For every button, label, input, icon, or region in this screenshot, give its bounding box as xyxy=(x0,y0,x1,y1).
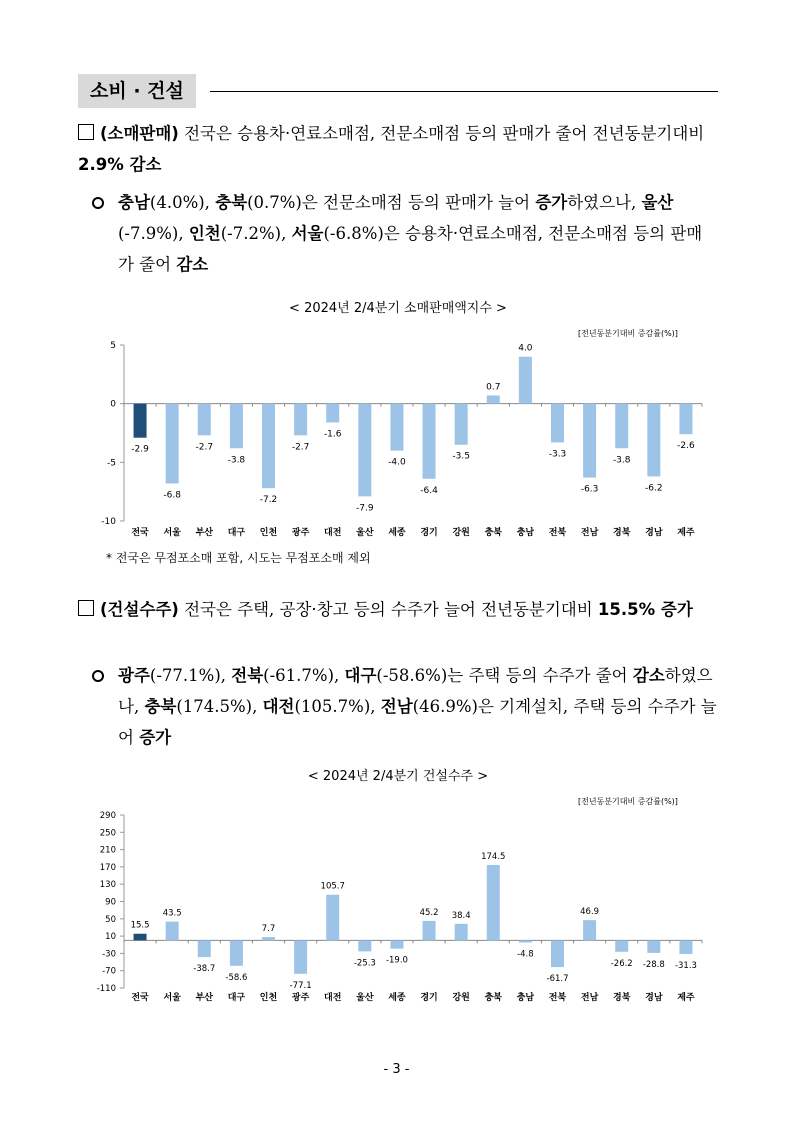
y-tick-label: 10 xyxy=(105,932,116,943)
category-label: 강원 xyxy=(452,528,470,538)
construction-detail-text: 하였으나, xyxy=(118,666,713,716)
data-label: 46.9 xyxy=(580,907,600,918)
data-label: -2.9 xyxy=(131,444,149,455)
data-label: -26.2 xyxy=(610,958,633,969)
data-label: -3.8 xyxy=(227,455,246,466)
category-label: 전남 xyxy=(580,528,599,538)
retail-detail-text: (-6.8%)은 승용차·연료소매점, 전문소매점 등의 판매가 줄어 xyxy=(118,224,703,274)
data-label: 7.7 xyxy=(261,924,276,935)
data-label: -2.6 xyxy=(677,441,695,452)
data-label: 15.5 xyxy=(130,920,150,931)
bar xyxy=(551,940,564,967)
y-tick-label: 50 xyxy=(105,914,116,925)
retail-detail-emphasis: 서울 xyxy=(291,224,324,243)
bar xyxy=(166,922,179,941)
category-label: 대전 xyxy=(324,528,342,538)
y-tick-label: 0 xyxy=(110,399,116,410)
construction-head-text: 전국은 주택, 공장·창고 등의 수주가 늘어 전년동분기대비 xyxy=(178,600,598,619)
category-label: 경남 xyxy=(645,528,663,538)
construction-chart-unit: [전년동분기대비 증감률(%)] xyxy=(578,797,678,806)
construction-detail-text: (-77.1%), xyxy=(149,666,232,685)
data-label: -31.3 xyxy=(674,960,697,971)
data-label: -38.7 xyxy=(193,964,216,975)
data-label: -3.5 xyxy=(452,451,470,462)
data-label: -58.6 xyxy=(225,972,248,983)
data-label: -77.1 xyxy=(289,980,312,991)
bar xyxy=(230,940,243,965)
data-label: -7.9 xyxy=(356,503,374,514)
y-tick-label: 5 xyxy=(110,341,116,351)
category-label: 세종 xyxy=(388,993,406,1003)
data-label: -6.4 xyxy=(420,485,438,496)
data-label: -2.7 xyxy=(291,442,310,453)
bar xyxy=(647,940,660,952)
category-label: 제주 xyxy=(677,993,695,1003)
retail-detail-emphasis: 울산 xyxy=(641,193,674,212)
category-label: 전국 xyxy=(131,528,149,538)
category-label: 대전 xyxy=(324,993,342,1003)
construction-detail-emphasis: 대전 xyxy=(262,697,295,716)
construction-detail-emphasis: 증가 xyxy=(139,728,172,747)
data-label: -61.7 xyxy=(546,974,569,985)
category-label: 인천 xyxy=(259,993,278,1003)
category-label: 광주 xyxy=(291,528,310,538)
data-label: 43.5 xyxy=(162,908,182,919)
category-label: 전북 xyxy=(548,528,567,538)
retail-detail-emphasis: 증가 xyxy=(535,193,568,212)
construction-detail-emphasis: 충북 xyxy=(144,697,177,716)
category-label: 부산 xyxy=(195,993,213,1003)
y-tick-label: -70 xyxy=(102,966,116,977)
category-label: 충남 xyxy=(516,528,535,538)
category-label: 대구 xyxy=(227,993,246,1003)
category-label: 전국 xyxy=(131,993,149,1003)
data-label: -4.0 xyxy=(388,457,406,468)
retail-detail-text: (0.7%)은 전문소매점 등의 판매가 늘어 xyxy=(247,193,536,212)
bar xyxy=(519,940,532,942)
bar xyxy=(390,940,403,948)
category-label: 세종 xyxy=(388,528,406,538)
y-tick-label: 130 xyxy=(99,880,116,891)
category-label: 경북 xyxy=(613,528,631,538)
data-label: -6.3 xyxy=(580,484,599,495)
data-label: 0.7 xyxy=(486,382,501,393)
category-label: 경기 xyxy=(420,528,438,538)
retail-detail-emphasis: 충북 xyxy=(215,193,248,212)
bar xyxy=(423,921,436,941)
y-tick-label: 90 xyxy=(105,897,116,908)
category-label: 울산 xyxy=(356,993,374,1003)
retail-detail-text: (4.0%), xyxy=(149,193,216,212)
category-label: 충남 xyxy=(516,993,535,1003)
data-label: -3.3 xyxy=(548,449,567,460)
category-label: 서울 xyxy=(163,528,181,538)
y-tick-label: 170 xyxy=(99,862,116,873)
page-number: - 3 - xyxy=(383,1062,410,1077)
category-label: 전남 xyxy=(580,993,599,1003)
category-label: 인천 xyxy=(259,528,278,538)
construction-detail-text: (-58.6%)는 주택 등의 수주가 줄어 xyxy=(376,666,633,685)
data-label: 174.5 xyxy=(481,851,506,862)
bar xyxy=(358,940,371,951)
category-label: 대구 xyxy=(227,528,246,538)
construction-detail-emphasis: 감소 xyxy=(632,666,665,685)
data-label: -6.8 xyxy=(163,490,181,501)
retail-head-text: 전국은 승용차·연료소매점, 전문소매점 등의 판매가 줄어 전년동분기대비 xyxy=(178,124,705,143)
data-label: -4.8 xyxy=(517,949,534,960)
data-label: -7.2 xyxy=(259,495,278,506)
retail-detail-emphasis: 충남 xyxy=(118,193,150,212)
bar xyxy=(134,934,147,941)
y-tick-label: -30 xyxy=(102,949,116,960)
construction-detail-emphasis: 광주 xyxy=(118,666,150,685)
retail-head-value: 2.9% 감소 xyxy=(78,155,162,174)
data-label: -2.7 xyxy=(195,442,214,453)
construction-label: (건설수주) xyxy=(100,600,179,619)
category-label: 서울 xyxy=(163,993,181,1003)
data-label: 45.2 xyxy=(419,907,439,918)
y-tick-label: 250 xyxy=(99,828,116,839)
category-label: 충북 xyxy=(484,528,502,538)
y-tick-label: -5 xyxy=(107,458,116,469)
construction-head-value: 15.5% 증가 xyxy=(597,600,693,619)
retail-label: (소매판매) xyxy=(100,124,179,143)
category-label: 경기 xyxy=(420,993,438,1003)
data-label: -1.6 xyxy=(323,429,342,440)
construction-chart-title: < 2024년 2/4분기 건설수주 > xyxy=(307,769,489,784)
bar xyxy=(583,920,596,940)
bar xyxy=(262,937,275,940)
category-label: 제주 xyxy=(677,528,695,538)
retail-chart-unit: [전년동분기대비 증감률(%)] xyxy=(578,329,678,338)
data-label: -28.8 xyxy=(642,959,665,970)
retail-detail-emphasis: 인천 xyxy=(188,224,221,243)
bar xyxy=(326,895,339,941)
construction-detail-text: (174.5%), xyxy=(176,697,263,716)
data-label: -25.3 xyxy=(353,958,376,969)
construction-detail-emphasis: 전남 xyxy=(380,697,413,716)
retail-detail-emphasis: 감소 xyxy=(176,255,209,274)
construction-detail-emphasis: 전북 xyxy=(231,666,264,685)
data-label: 105.7 xyxy=(320,881,345,892)
data-label: -19.0 xyxy=(385,955,408,966)
bar xyxy=(455,924,468,941)
category-label: 경북 xyxy=(613,993,631,1003)
data-label: 38.4 xyxy=(451,910,471,921)
bar xyxy=(615,940,628,951)
construction-detail-text: (46.9%)은 기계설치, 주택 등의 수주가 늘어 xyxy=(118,697,717,747)
retail-detail-text: 하였으나, xyxy=(567,193,642,212)
retail-detail-text: (-7.9%), xyxy=(118,224,189,243)
bar xyxy=(487,865,500,940)
category-label: 충북 xyxy=(484,993,502,1003)
construction-detail-text: (-61.7%), xyxy=(263,666,345,685)
retail-note: * 전국은 무점포소매 포함, 시도는 무점포소매 제외 xyxy=(106,551,371,565)
category-label: 부산 xyxy=(195,528,213,538)
category-label: 강원 xyxy=(452,993,470,1003)
data-label: 4.0 xyxy=(518,343,533,354)
data-label: -3.8 xyxy=(612,455,631,466)
bar xyxy=(294,940,307,973)
construction-detail-emphasis: 대구 xyxy=(344,666,377,685)
y-tick-label: 210 xyxy=(99,845,116,856)
retail-chart-title: < 2024년 2/4분기 소매판매액지수 > xyxy=(289,301,507,316)
y-tick-label: 290 xyxy=(99,811,116,821)
y-tick-label: -110 xyxy=(96,984,116,994)
construction-detail-text: (105.7%), xyxy=(294,697,381,716)
category-label: 경남 xyxy=(645,993,663,1003)
retail-detail-text: (-7.2%), xyxy=(220,224,292,243)
section-title: 소비 · 건설 xyxy=(78,74,196,108)
category-label: 전북 xyxy=(548,993,567,1003)
bar xyxy=(679,940,692,954)
data-label: -6.2 xyxy=(645,483,663,494)
bar xyxy=(198,940,211,957)
category-label: 광주 xyxy=(291,993,310,1003)
category-label: 울산 xyxy=(356,528,374,538)
y-tick-label: -10 xyxy=(101,517,116,527)
